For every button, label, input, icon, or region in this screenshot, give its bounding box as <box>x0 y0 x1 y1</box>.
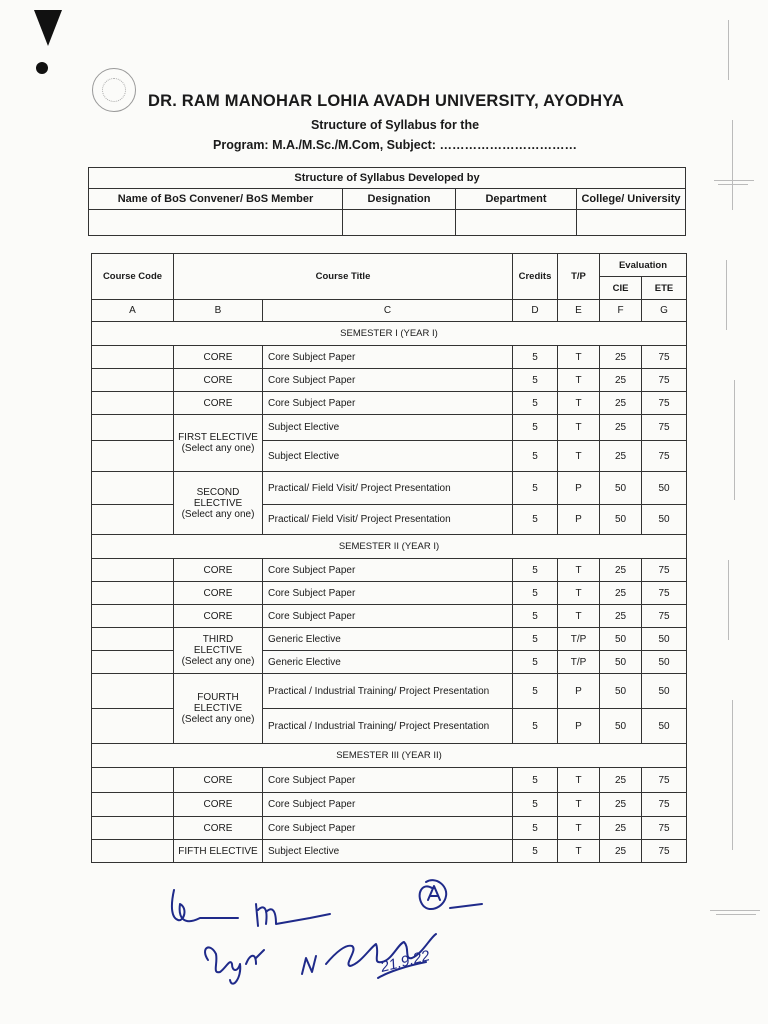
course-type: SECOND ELECTIVE (Select any one) <box>174 472 263 535</box>
cie-cell: 50 <box>600 505 642 535</box>
credits-cell: 5 <box>513 415 558 441</box>
semester-heading: SEMESTER I (YEAR I) <box>92 322 687 346</box>
empty-cell <box>577 210 686 236</box>
cie-cell: 25 <box>600 441 642 472</box>
column-letter: E <box>558 300 600 322</box>
ete-cell: 75 <box>642 768 687 793</box>
credits-cell: 5 <box>513 793 558 817</box>
cie-cell: 50 <box>600 709 642 744</box>
cie-cell: 25 <box>600 582 642 605</box>
course-type: FOURTH ELECTIVE (Select any one) <box>174 674 263 744</box>
cie-cell: 50 <box>600 674 642 709</box>
course-code-cell <box>92 472 174 505</box>
credits-cell: 5 <box>513 605 558 628</box>
ete-cell: 75 <box>642 793 687 817</box>
cie-cell: 25 <box>600 768 642 793</box>
evaluation-header: Evaluation <box>600 254 687 277</box>
course-type: CORE <box>174 605 263 628</box>
credits-cell: 5 <box>513 840 558 863</box>
course-title-cell: Core Subject Paper <box>263 369 513 392</box>
course-code-cell <box>92 369 174 392</box>
credits-cell: 5 <box>513 441 558 472</box>
tp-cell: T <box>558 605 600 628</box>
cie-cell: 25 <box>600 840 642 863</box>
cie-header: CIE <box>600 277 642 300</box>
cie-cell: 25 <box>600 346 642 369</box>
course-code-cell <box>92 505 174 535</box>
course-title-cell: Practical / Industrial Training/ Project Presentation <box>263 709 513 744</box>
course-type: CORE <box>174 817 263 840</box>
ete-cell: 50 <box>642 709 687 744</box>
course-code-cell <box>92 415 174 441</box>
course-code-cell <box>92 605 174 628</box>
course-title-cell: Core Subject Paper <box>263 605 513 628</box>
course-code-cell <box>92 768 174 793</box>
course-title-cell: Subject Elective <box>263 441 513 472</box>
cie-cell: 25 <box>600 415 642 441</box>
tp-cell: P <box>558 709 600 744</box>
course-title-cell: Subject Elective <box>263 415 513 441</box>
course-type: CORE <box>174 559 263 582</box>
cie-cell: 25 <box>600 559 642 582</box>
col-department: Department <box>456 189 577 210</box>
empty-cell <box>456 210 577 236</box>
credits-cell: 5 <box>513 346 558 369</box>
ink-blot <box>34 10 62 46</box>
tp-cell: P <box>558 674 600 709</box>
column-letter: F <box>600 300 642 322</box>
course-title-cell: Practical / Industrial Training/ Project Presentation <box>263 674 513 709</box>
course-title-cell: Generic Elective <box>263 628 513 651</box>
ete-cell: 75 <box>642 605 687 628</box>
cie-cell: 25 <box>600 392 642 415</box>
semester-heading: SEMESTER II (YEAR I) <box>92 535 687 559</box>
program-line: Program: M.A./M.Sc./M.Com, Subject: …………………………… <box>213 138 577 152</box>
course-title-header: Course Title <box>174 254 513 300</box>
cie-cell: 50 <box>600 628 642 651</box>
course-type: FIRST ELECTIVE (Select any one) <box>174 415 263 472</box>
credits-header: Credits <box>513 254 558 300</box>
tp-cell: T <box>558 346 600 369</box>
column-letter: C <box>263 300 513 322</box>
col-name: Name of BoS Convener/ BoS Member <box>89 189 343 210</box>
cie-cell: 50 <box>600 651 642 674</box>
signature-date: 21.9.22 <box>378 947 432 976</box>
ete-cell: 75 <box>642 840 687 863</box>
tp-cell: T <box>558 840 600 863</box>
credits-cell: 5 <box>513 817 558 840</box>
cie-cell: 50 <box>600 472 642 505</box>
course-title-cell: Core Subject Paper <box>263 768 513 793</box>
credits-cell: 5 <box>513 709 558 744</box>
course-title-cell: Core Subject Paper <box>263 582 513 605</box>
tp-cell: T <box>558 415 600 441</box>
cie-cell: 25 <box>600 817 642 840</box>
ink-dot <box>36 62 48 74</box>
course-code-cell <box>92 817 174 840</box>
developed-by-table <box>88 167 686 236</box>
course-code-cell <box>92 628 174 651</box>
credits-cell: 5 <box>513 651 558 674</box>
ete-cell: 75 <box>642 369 687 392</box>
empty-cell <box>343 210 456 236</box>
column-letter: B <box>174 300 263 322</box>
course-title-cell: Core Subject Paper <box>263 392 513 415</box>
university-title: DR. RAM MANOHAR LOHIA AVADH UNIVERSITY, AYODHYA <box>148 92 625 110</box>
ete-cell: 50 <box>642 674 687 709</box>
tp-cell: T <box>558 793 600 817</box>
cie-cell: 25 <box>600 793 642 817</box>
university-seal-icon <box>92 68 136 112</box>
course-code-cell <box>92 840 174 863</box>
ete-cell: 50 <box>642 505 687 535</box>
course-code-cell <box>92 674 174 709</box>
ete-cell: 75 <box>642 392 687 415</box>
course-code-header: Course Code <box>92 254 174 300</box>
course-code-cell <box>92 346 174 369</box>
course-code-cell <box>92 559 174 582</box>
ete-cell: 50 <box>642 628 687 651</box>
scan-edge-noise <box>708 0 768 1024</box>
cie-cell: 25 <box>600 605 642 628</box>
developed-by-title: Structure of Syllabus Developed by <box>89 168 686 189</box>
credits-cell: 5 <box>513 472 558 505</box>
course-title-cell: Core Subject Paper <box>263 817 513 840</box>
credits-cell: 5 <box>513 582 558 605</box>
ete-cell: 75 <box>642 346 687 369</box>
course-title-cell: Core Subject Paper <box>263 793 513 817</box>
col-college: College/ University <box>577 189 686 210</box>
semester-heading: SEMESTER III (YEAR II) <box>92 744 687 768</box>
tp-cell: T <box>558 441 600 472</box>
tp-cell: T/P <box>558 651 600 674</box>
tp-cell: T <box>558 817 600 840</box>
tp-cell: P <box>558 472 600 505</box>
ete-cell: 75 <box>642 415 687 441</box>
ete-cell: 50 <box>642 651 687 674</box>
course-type: CORE <box>174 768 263 793</box>
course-code-cell <box>92 651 174 674</box>
course-code-cell <box>92 441 174 472</box>
tp-cell: T <box>558 559 600 582</box>
tp-cell: T <box>558 369 600 392</box>
syllabus-subtitle: Structure of Syllabus for the <box>310 118 480 132</box>
cie-cell: 25 <box>600 369 642 392</box>
course-code-cell <box>92 709 174 744</box>
tp-cell: T <box>558 392 600 415</box>
credits-cell: 5 <box>513 559 558 582</box>
tp-cell: T/P <box>558 628 600 651</box>
ete-cell: 75 <box>642 582 687 605</box>
course-title-cell: Subject Elective <box>263 840 513 863</box>
ete-cell: 50 <box>642 472 687 505</box>
course-type: THIRD ELECTIVE (Select any one) <box>174 628 263 674</box>
empty-cell <box>89 210 343 236</box>
course-type: CORE <box>174 346 263 369</box>
course-type: CORE <box>174 582 263 605</box>
credits-cell: 5 <box>513 505 558 535</box>
course-title-cell: Core Subject Paper <box>263 346 513 369</box>
ete-cell: 75 <box>642 817 687 840</box>
column-letter: G <box>642 300 687 322</box>
course-code-cell <box>92 392 174 415</box>
handwritten-signatures <box>160 868 520 998</box>
course-title-cell: Practical/ Field Visit/ Project Presentation <box>263 505 513 535</box>
credits-cell: 5 <box>513 392 558 415</box>
tp-cell: T <box>558 768 600 793</box>
course-title-cell: Generic Elective <box>263 651 513 674</box>
course-title-cell: Practical/ Field Visit/ Project Presentation <box>263 472 513 505</box>
tp-cell: T <box>558 582 600 605</box>
ete-cell: 75 <box>642 441 687 472</box>
credits-cell: 5 <box>513 768 558 793</box>
course-type: CORE <box>174 369 263 392</box>
col-designation: Designation <box>343 189 456 210</box>
tp-header: T/P <box>558 254 600 300</box>
credits-cell: 5 <box>513 628 558 651</box>
course-code-cell <box>92 582 174 605</box>
ete-header: ETE <box>642 277 687 300</box>
course-type: CORE <box>174 793 263 817</box>
column-letter: D <box>513 300 558 322</box>
course-type: CORE <box>174 392 263 415</box>
course-type: FIFTH ELECTIVE <box>174 840 263 863</box>
syllabus-table <box>91 253 687 863</box>
column-letter: A <box>92 300 174 322</box>
tp-cell: P <box>558 505 600 535</box>
ete-cell: 75 <box>642 559 687 582</box>
credits-cell: 5 <box>513 369 558 392</box>
credits-cell: 5 <box>513 674 558 709</box>
course-code-cell <box>92 793 174 817</box>
course-title-cell: Core Subject Paper <box>263 559 513 582</box>
